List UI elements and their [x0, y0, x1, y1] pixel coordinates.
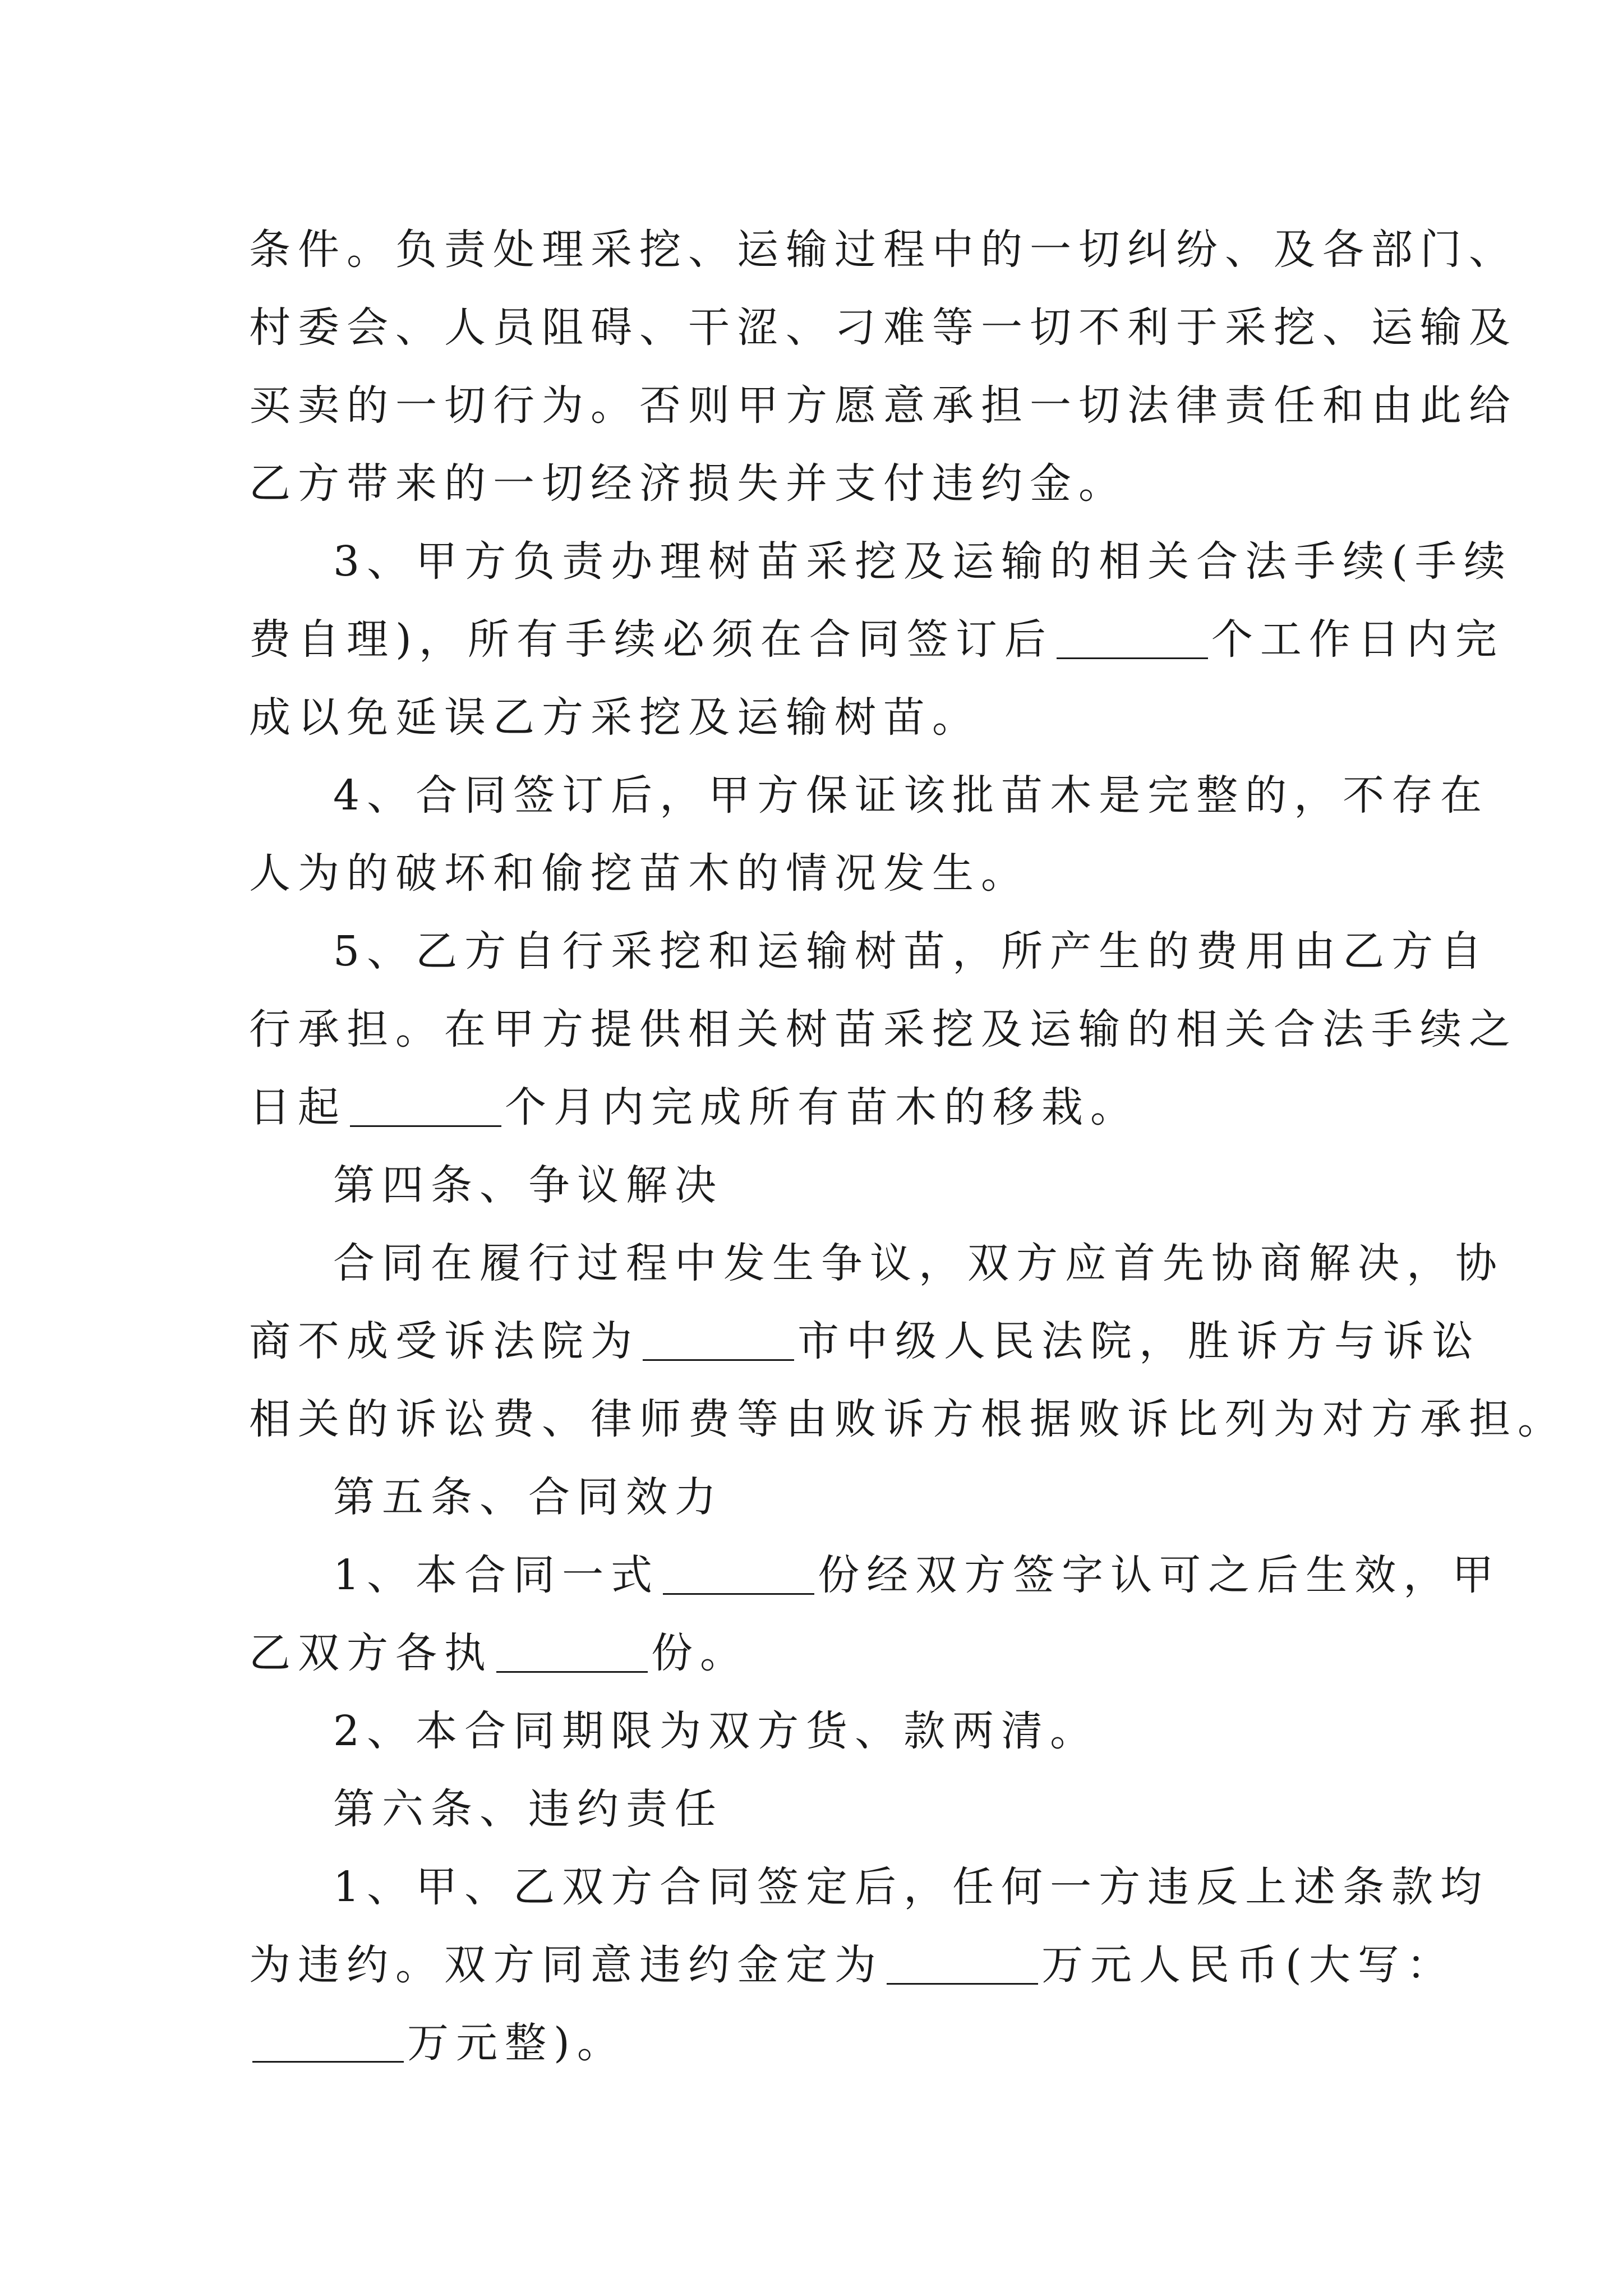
line-text: 费自理)，所有手续必须在合同签订后	[249, 615, 1053, 664]
document-line	[249, 211, 1518, 289]
document-line	[249, 367, 1518, 445]
line-text: 5、乙方自行采挖和运输树苗，所产生的费用由乙方自	[333, 927, 1490, 976]
line-text: 市中级人民法院，胜诉方与诉讼	[797, 1317, 1481, 1365]
document-line	[249, 289, 1518, 367]
document-line	[249, 1381, 1566, 1458]
document-line	[249, 1848, 1490, 1926]
fill-in-blank	[496, 1630, 648, 1673]
document-line	[249, 757, 1490, 835]
document-line	[249, 2004, 1393, 2082]
line-text: 3、甲方负责办理树苗采挖及运输的相关合法手续(手续	[333, 537, 1513, 586]
document-line	[249, 1614, 1393, 1692]
line-text: 乙双方各执	[249, 1629, 493, 1677]
document-line	[249, 445, 1393, 523]
document-line	[249, 1770, 1393, 1848]
line-text: 个月内完成所有苗木的移栽。	[505, 1083, 1139, 1131]
line-text: 村委会、人员阻碍、干涩、刁难等一切不利于采挖、运输及	[249, 303, 1518, 352]
document-line	[249, 679, 1393, 757]
line-text: 条件。负责处理采挖、运输过程中的一切纠纷、及各部门、	[249, 226, 1518, 274]
document-line	[249, 1926, 1455, 2004]
line-text: 为违约。双方同意违约金定为	[249, 1941, 883, 1989]
line-text: 1、甲、乙双方合同签定后，任何一方违反上述条款均	[333, 1863, 1490, 1911]
document-line	[249, 835, 1393, 913]
document-page	[249, 211, 1566, 2082]
line-text: 商不成受诉法院为	[249, 1317, 639, 1365]
line-text: 万元整)。	[407, 2019, 626, 2067]
line-text: 份。	[651, 1629, 749, 1677]
line-text: 买卖的一切行为。否则甲方愿意承担一切法律责任和由此给	[249, 381, 1518, 430]
line-text: 第四条、争议解决	[333, 1161, 723, 1209]
line-text: 1、本合同一式	[333, 1551, 660, 1599]
line-text: 第五条、合同效力	[333, 1473, 723, 1521]
line-text: 相关的诉讼费、律师费等由败诉方根据败诉比列为对方承担。	[249, 1395, 1566, 1443]
document-line	[249, 991, 1518, 1069]
document-line	[249, 1692, 1393, 1770]
document-line	[249, 523, 1513, 601]
document-line	[249, 1303, 1481, 1381]
document-line	[249, 1147, 1393, 1225]
document-line	[249, 1458, 1393, 1536]
fill-in-blank	[350, 1084, 501, 1127]
line-text: 份经双方签字认可之后生效，甲	[818, 1551, 1501, 1599]
document-line	[249, 1536, 1501, 1614]
line-text: 2、本合同期限为双方货、款两清。	[333, 1707, 1099, 1755]
fill-in-blank	[887, 1941, 1038, 1985]
line-text: 4、合同签订后，甲方保证该批苗木是完整的，不存在	[333, 771, 1490, 820]
fill-in-blank	[663, 1552, 814, 1595]
line-text: 日起	[249, 1083, 347, 1131]
line-text: 乙方带来的一切经济损失并支付违约金。	[249, 459, 1127, 508]
line-text: 行承担。在甲方提供相关树苗采挖及运输的相关合法手续之	[249, 1005, 1518, 1053]
document-line	[249, 601, 1504, 679]
fill-in-blank	[643, 1318, 794, 1361]
document-line	[249, 1225, 1504, 1303]
document-line	[249, 1069, 1393, 1147]
line-text: 成以免延误乙方采挖及运输树苗。	[249, 693, 981, 742]
fill-in-blank	[1057, 616, 1208, 659]
line-text: 万元人民币(大写：	[1041, 1941, 1455, 1989]
line-text: 个工作日内完	[1211, 615, 1504, 664]
fill-in-blank	[252, 2019, 404, 2063]
document-line	[249, 913, 1490, 991]
line-text: 人为的破坏和偷挖苗木的情况发生。	[249, 849, 1030, 898]
line-text: 第六条、违约责任	[333, 1785, 723, 1833]
line-text: 合同在履行过程中发生争议，双方应首先协商解决，协	[333, 1239, 1504, 1287]
